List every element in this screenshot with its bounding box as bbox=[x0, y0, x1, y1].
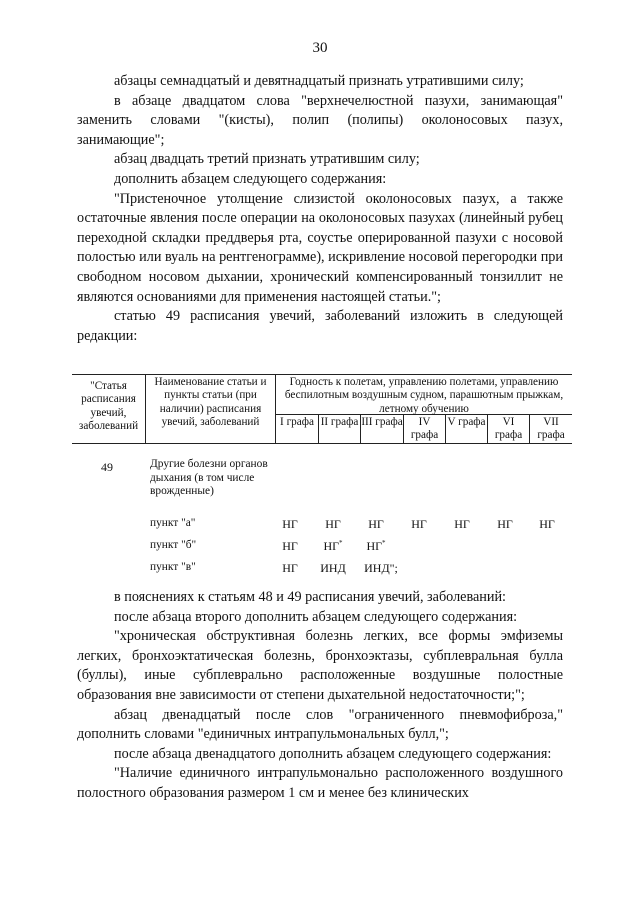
cell-b-2: НГ* bbox=[323, 539, 343, 553]
fitness-table bbox=[72, 374, 572, 444]
header-grafa-7: VII графа bbox=[537, 416, 565, 442]
cell-a-4: НГ bbox=[411, 517, 427, 531]
cell-a-3: НГ bbox=[368, 517, 384, 531]
row-label-b: пункт "б" bbox=[150, 539, 197, 551]
top-text-block bbox=[77, 72, 563, 346]
header-grafa-1: I графа bbox=[276, 415, 319, 443]
paragraph: статью 49 расписания увечий, заболеваний изложить в следующей редакции: bbox=[77, 308, 563, 344]
cell-a-1: НГ bbox=[282, 517, 298, 531]
cell-a-5: НГ bbox=[454, 517, 470, 531]
paragraph: в абзаце двадцатом слова "верхнечелюстной пазухи, занимающая" заменить словами "(кисты), полип (полипы) околоносовых пазух, занимающие"; bbox=[77, 92, 563, 148]
row-label-a: пункт "а" bbox=[150, 517, 196, 529]
article-number: 49 bbox=[101, 460, 113, 474]
footnote-mark: * bbox=[339, 539, 343, 547]
article-name: Другие болезни органов дыхания (в том числе врожденные) bbox=[150, 458, 268, 498]
paragraph: после абзаца двенадцатого дополнить абзацем следующего содержания: bbox=[114, 745, 552, 762]
header-grafa-3: III графа bbox=[361, 415, 404, 443]
cell-a-6: НГ bbox=[497, 517, 513, 531]
paragraph: "Пристеночное утолщение слизистой околоносовых пазух, а также остаточные явления после операции на околоносовых пазухах (линейный рубец переходной складки преддверья рта, соустье оперированной пазухи с носовой полостью или вуаль на рентгенограмме), искривление носовой перегородки при свободном носовом дыхании, хронический компенсированный тонзиллит не являются основаниями для применения настоящей статьи."; bbox=[77, 190, 563, 305]
cell-a-2: НГ bbox=[325, 517, 341, 531]
header-fitness: Годность к полетам, управлению полетами, управлению беспилотным воздушным судном, парашютным прыжкам, летному обучению bbox=[276, 375, 572, 415]
header-grafa-5: V графа bbox=[446, 415, 488, 443]
paragraph: абзац двенадцатый после слов "ограниченного пневмофиброза," дополнить словами "единичных интрапульмональных булл,"; bbox=[77, 706, 563, 743]
cell-b-1: НГ bbox=[282, 539, 298, 553]
row-label-v: пункт "в" bbox=[150, 561, 196, 573]
paragraph: после абзаца второго дополнить абзацем следующего содержания: bbox=[114, 608, 518, 625]
paragraph: "хроническая обструктивная болезнь легких, все формы эмфиземы легких, бронхоэктатическая болезнь, бронхоэктазы, субплевральная булла (буллы), иные субплеврально расположенные воздушные полостные образования вне зависимости от степени дыхательной недостаточности;"; bbox=[77, 628, 563, 703]
cell-b-3: НГ* bbox=[366, 539, 386, 553]
header-grafa-4: IV графа bbox=[404, 415, 446, 443]
cell-v-2: ИНД bbox=[320, 561, 346, 575]
header-article: "Статья расписания увечий, заболеваний bbox=[72, 375, 146, 443]
header-name: Наименование статьи и пункты статьи (при наличии) расписания увечий, заболеваний bbox=[146, 375, 276, 443]
cell-v-1: НГ bbox=[282, 561, 298, 575]
paragraph: дополнить абзацем следующего содержания: bbox=[114, 170, 387, 187]
paragraph: в пояснениях к статьям 48 и 49 расписания увечий, заболеваний: bbox=[114, 589, 506, 605]
paragraph: абзац двадцать третий признать утратившим силу; bbox=[114, 151, 420, 168]
cell-v-3: ИНД"; bbox=[364, 561, 398, 575]
paragraph: абзацы семнадцатый и девятнадцатый признать утратившими силу; bbox=[114, 73, 524, 89]
header-grafa-2: II графа bbox=[319, 415, 361, 443]
paragraph: "Наличие единичного интрапульмонально расположенного воздушного полостного образования размером 1 см и менее без клинических bbox=[77, 765, 563, 801]
bottom-text-block bbox=[77, 588, 563, 804]
cell-a-7: НГ bbox=[539, 517, 555, 531]
header-grafa-6: VI графа bbox=[488, 415, 530, 443]
page-number: 30 bbox=[312, 40, 328, 56]
footnote-mark: * bbox=[382, 539, 386, 547]
table-header bbox=[72, 374, 572, 444]
